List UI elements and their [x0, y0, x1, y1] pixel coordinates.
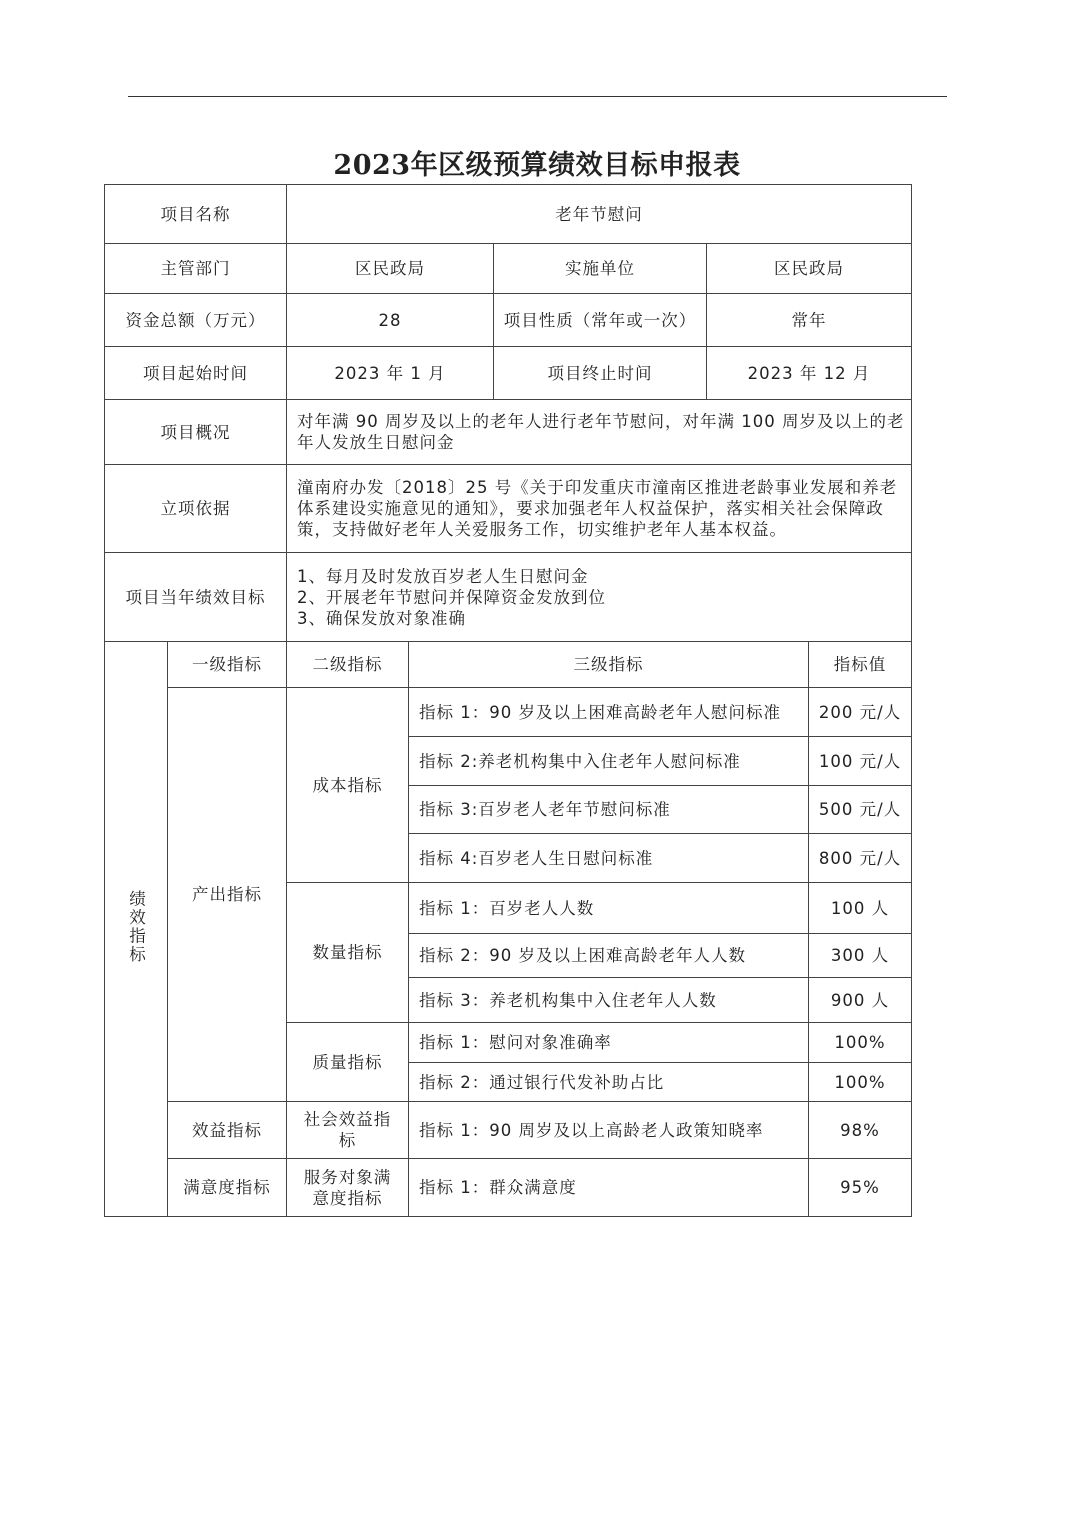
nature: 常年: [707, 294, 912, 347]
table-row: [105, 400, 912, 465]
indicator-value: 100 元/人: [809, 737, 912, 786]
indicator-name: 指标 1：群众满意度: [409, 1159, 809, 1217]
header-rule: [128, 96, 947, 97]
indicator-value: 98%: [809, 1102, 912, 1159]
impl-label: 实施单位: [494, 244, 707, 294]
table-row: [105, 465, 912, 553]
page-title: 2023年区级预算绩效目标申报表: [333, 150, 741, 181]
cost-label: 成本指标: [287, 688, 409, 883]
table-row: [105, 688, 912, 737]
goal-item: 1、每月及时发放百岁老人生日慰问金: [297, 566, 589, 586]
indicator-name: 指标 4:百岁老人生日慰问标准: [409, 834, 809, 883]
overview: 对年满 90 周岁及以上的老年人进行老年节慰问，对年满 100 周岁及以上的老年人发放生日慰问金: [287, 400, 912, 465]
basis-label: 立项依据: [105, 465, 287, 553]
indicator-value: 500 元/人: [809, 786, 912, 834]
indicator-name: 指标 2:养老机构集中入住老年人慰问标准: [409, 737, 809, 786]
budget-performance-table: [104, 184, 912, 1217]
section-label: [105, 642, 168, 1217]
table-row: [105, 185, 912, 244]
start: 2023 年 1 月: [287, 347, 494, 400]
table-row: [105, 294, 912, 347]
indicator-value: 900 人: [809, 978, 912, 1023]
indicator-value: 95%: [809, 1159, 912, 1217]
section-label-text: 绩效指标: [126, 889, 146, 964]
indicator-name: 指标 1：90 周岁及以上高龄老人政策知晓率: [409, 1102, 809, 1159]
overview-label: 项目概况: [105, 400, 287, 465]
dept: 区民政局: [287, 244, 494, 294]
goal-item: 3、确保发放对象准确: [297, 608, 466, 628]
social-benefit-label: 社会效益指标: [287, 1102, 409, 1159]
project-name-label: 项目名称: [105, 185, 287, 244]
indicator-name: 指标 3:百岁老人老年节慰问标准: [409, 786, 809, 834]
funds: 28: [287, 294, 494, 347]
table-row: [105, 553, 912, 642]
indicator-name: 指标 2：通过银行代发补助占比: [409, 1063, 809, 1102]
table-row: [105, 642, 912, 688]
indicator-value: 200 元/人: [809, 688, 912, 737]
basis: 潼南府办发〔2018〕25 号《关于印发重庆市潼南区推进老龄事业发展和养老体系建设实施意见的通知》，要求加强老年人权益保护，落实相关社会保障政策，支持做好老年人关爱服务工作，切实维护老年人基本权益。: [287, 465, 912, 553]
dept-label: 主管部门: [105, 244, 287, 294]
header-level3: 三级指标: [409, 642, 809, 688]
indicator-value: 100%: [809, 1023, 912, 1063]
table-row: [105, 244, 912, 294]
indicator-name: 指标 1：百岁老人人数: [409, 883, 809, 934]
goals: [287, 553, 912, 642]
header-level2: 二级指标: [287, 642, 409, 688]
indicator-name: 指标 3：养老机构集中入住老年人人数: [409, 978, 809, 1023]
impl: 区民政局: [707, 244, 912, 294]
satisfaction-label: 满意度指标: [168, 1159, 287, 1217]
funds-label: 资金总额（万元）: [105, 294, 287, 347]
table-row: [105, 347, 912, 400]
start-label: 项目起始时间: [105, 347, 287, 400]
indicator-value: 100%: [809, 1063, 912, 1102]
indicator-name: 指标 1：慰问对象准确率: [409, 1023, 809, 1063]
goal-item: 2、开展老年节慰问并保障资金发放到位: [297, 587, 606, 607]
output-label: 产出指标: [168, 688, 287, 1102]
service-satisfaction-label: 服务对象满意度指标: [287, 1159, 409, 1217]
indicator-value: 100 人: [809, 883, 912, 934]
end: 2023 年 12 月: [707, 347, 912, 400]
header-level1: 一级指标: [168, 642, 287, 688]
benefit-label: 效益指标: [168, 1102, 287, 1159]
indicator-value: 300 人: [809, 934, 912, 978]
quantity-label: 数量指标: [287, 883, 409, 1023]
goal-label: 项目当年绩效目标: [105, 553, 287, 642]
table-row: [105, 1102, 912, 1159]
end-label: 项目终止时间: [494, 347, 707, 400]
indicator-name: 指标 2：90 岁及以上困难高龄老年人人数: [409, 934, 809, 978]
nature-label: 项目性质（常年或一次）: [494, 294, 707, 347]
header-value: 指标值: [809, 642, 912, 688]
table-row: [105, 1159, 912, 1217]
quality-label: 质量指标: [287, 1023, 409, 1102]
project-name: 老年节慰问: [287, 185, 912, 244]
indicator-name: 指标 1：90 岁及以上困难高龄老年人慰问标准: [409, 688, 809, 737]
indicator-value: 800 元/人: [809, 834, 912, 883]
